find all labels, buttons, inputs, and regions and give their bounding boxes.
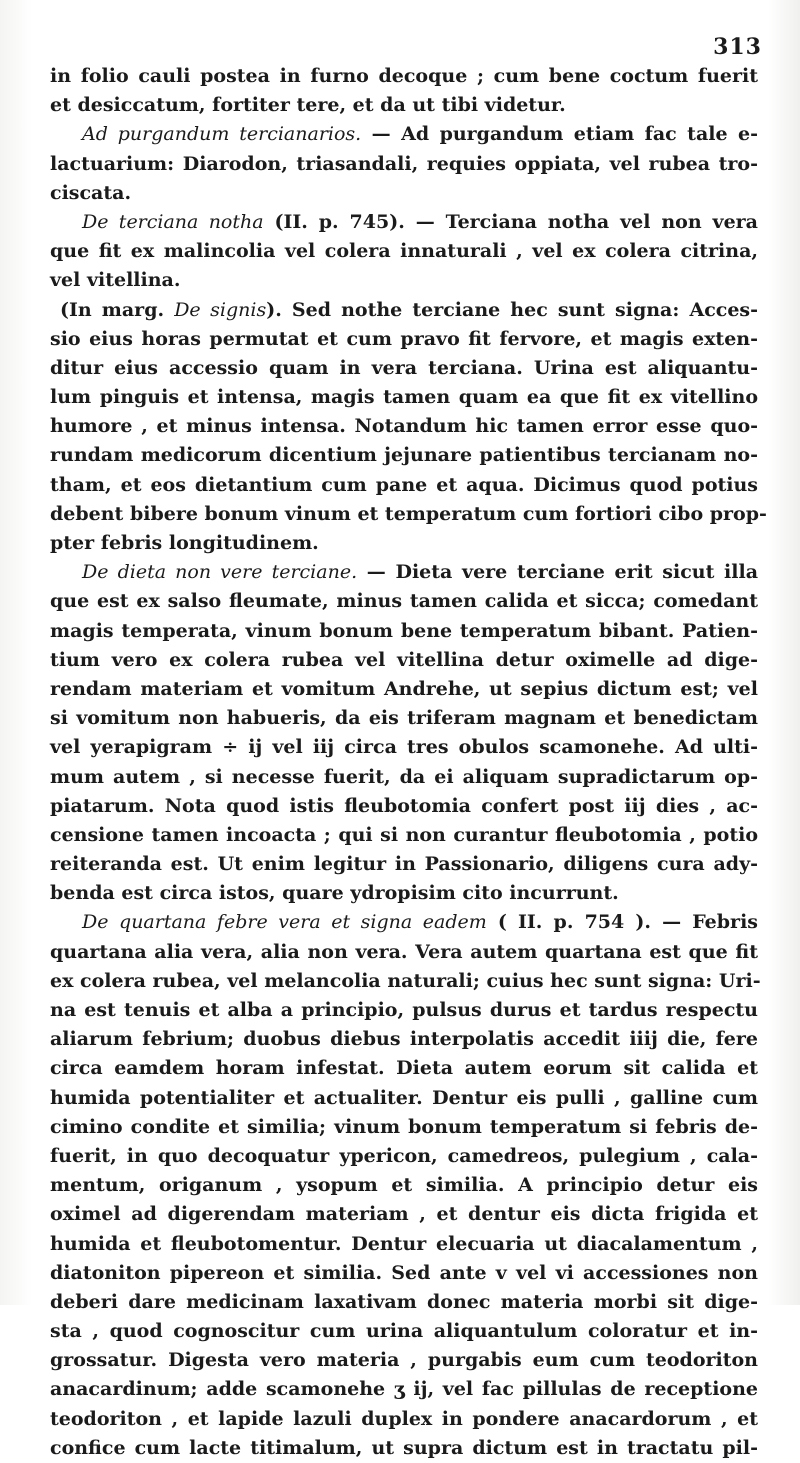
text-run: grossatur. Digesta vero materia , purgabis eum cum teodoriton — [50, 1349, 758, 1372]
text-line — [50, 383, 758, 412]
text-run: sta , quod cognoscitur cum urina aliquantulum coloratur et in- — [50, 1320, 758, 1343]
text-line — [50, 1375, 758, 1404]
text-line — [50, 1113, 758, 1142]
text-run: que fit ex malincolia vel colera innaturali , vel ex colera citrina, — [50, 240, 758, 263]
text-line — [50, 266, 758, 295]
text-run: — Ad purgandum etiam fac tale e- — [361, 123, 758, 146]
text-line — [50, 675, 758, 704]
text-run: (In marg. — [60, 298, 175, 321]
italic-heading: De terciana notha — [82, 210, 264, 233]
text-run: ( II. p. 754 ). — Febris — [486, 911, 758, 934]
text-run: rundam medicorum dicentium jejunare patientibus tercianam no- — [50, 444, 758, 467]
text-body — [50, 62, 767, 1463]
text-line — [50, 792, 758, 821]
text-run: mentum, origanum , ysopum et similia. A principio detur eis — [50, 1174, 758, 1197]
text-run: si vomitum non habueris, da eis triferam magnam et benedictam — [50, 707, 758, 730]
text-run: anacardinum; adde scamonehe ʒ ij, vel fac pillulas de receptione — [50, 1378, 758, 1401]
text-line — [50, 821, 758, 850]
text-run: lactuarium: Diarodon, triasandali, requies oppiata, vel rubea tro- — [50, 152, 758, 175]
text-line — [50, 558, 758, 587]
text-run: (II. p. 745). — Terciana notha vel non vera — [263, 210, 758, 233]
italic-heading: De quartana febre vera et signa eadem — [82, 911, 487, 934]
text-line — [50, 1230, 758, 1259]
text-line — [50, 908, 758, 937]
text-line — [50, 412, 758, 441]
text-run: piatarum. Nota quod istis fleubotomia confert post iij dies , ac- — [50, 794, 758, 817]
text-run: aliarum febrium; duobus diebus interpolatis accedit iiij die, fere — [50, 1028, 758, 1051]
text-line — [50, 733, 758, 762]
text-line — [50, 150, 758, 179]
text-line — [50, 1054, 758, 1083]
text-line — [50, 1171, 758, 1200]
text-line — [50, 1259, 758, 1288]
text-line — [50, 120, 758, 149]
text-run: vel vitellina. — [50, 269, 181, 292]
text-line — [50, 938, 758, 967]
text-run: humida potentialiter et actualiter. Dentur eis pulli , galline cum — [50, 1086, 758, 1109]
text-line — [50, 1317, 758, 1346]
italic-heading: Ad purgandum tercianarios. — [82, 123, 362, 146]
text-line — [50, 471, 758, 500]
text-line — [50, 646, 758, 675]
text-run: deberi dare medicinam laxativam donec materia morbi sit dige- — [50, 1290, 758, 1313]
text-run: pter febris longitudinem. — [50, 532, 319, 554]
text-run: circa eamdem horam infestat. Dieta autem eorum sit calida et — [50, 1057, 758, 1080]
text-run: et desiccatum, fortiter tere, et da ut tibi videtur. — [50, 94, 566, 117]
text-run: mum autem , si necesse fuerit, da ei aliquam supradictarum op- — [50, 765, 758, 788]
page-number: 313 — [713, 34, 762, 60]
text-line — [50, 1200, 758, 1229]
text-line — [50, 296, 758, 325]
text-run: quartana alia vera, alia non vera. Vera autem quartana est que fit — [50, 940, 758, 963]
text-run: debent bibere bonum vinum et temperatum cum fortiori cibo prop- — [50, 502, 767, 525]
text-run: ex colera rubea, vel melancolia naturali; cuius hec sunt signa: Uri- — [50, 969, 761, 992]
text-run: — Dieta vere terciane erit sicut illa — [357, 561, 759, 584]
italic-heading: De dieta non vere terciane. — [82, 561, 358, 584]
text-line — [50, 62, 758, 91]
text-line — [50, 179, 758, 208]
text-run: teodoriton , et lapide lazuli duplex in pondere anacardorum , et — [50, 1407, 758, 1430]
text-run: tham, et eos dietantium cum pane et aqua. Dicimus quod potius — [50, 473, 758, 496]
text-line — [50, 325, 758, 354]
text-run: vel yerapigram ÷ ij vel iij circa tres obulos scamonehe. Ad ulti- — [50, 736, 758, 759]
text-line — [50, 1025, 758, 1054]
text-run: benda est circa istos, quare ydropisim cito incurrunt. — [50, 882, 619, 905]
text-run: ). Sed nothe terciane hec sunt signa: Acces- — [266, 298, 758, 321]
text-line — [50, 1346, 758, 1375]
text-run: diatoniton pipereon et similia. Sed ante v vel vi accessiones non — [50, 1261, 758, 1284]
text-run: na est tenuis et alba a principio, pulsus durus et tardus respectu — [50, 999, 758, 1021]
text-line — [50, 500, 767, 529]
text-line — [50, 879, 758, 908]
text-run: cimino condite et similia; vinum bonum temperatum si febris de- — [50, 1115, 758, 1138]
text-run: humore , et minus intensa. Notandum hic tamen error esse quo- — [50, 415, 758, 438]
text-line — [50, 91, 758, 120]
text-run: fuerit, in quo decoquatur ypericon, camedreos, pulegium , cala- — [50, 1144, 758, 1167]
text-run: lum pinguis et intensa, magis tamen quam ea que fit ex vitellino — [50, 386, 758, 409]
text-line — [50, 704, 758, 733]
text-line — [50, 237, 758, 266]
text-line — [50, 208, 758, 237]
italic-heading: De signis — [174, 298, 267, 321]
text-run: oximel ad digerendam materiam , et dentur eis dicta frigida et — [50, 1203, 758, 1226]
text-run: sio eius horas permutat et cum pravo fit fervore, et magis exten- — [50, 327, 758, 350]
text-line — [50, 1405, 758, 1434]
text-line — [50, 996, 758, 1025]
text-line — [50, 763, 758, 792]
text-line — [50, 441, 758, 470]
text-line — [50, 967, 761, 996]
text-line — [50, 587, 758, 616]
text-run: magis temperata, vinum bonum bene temperatum bibant. Patien- — [50, 619, 758, 642]
text-run: in folio cauli postea in furno decoque ; cum bene coctum fuerit — [50, 65, 758, 87]
text-run: humida et fleubotomentur. Dentur elecuaria ut diacalamentum , — [50, 1232, 758, 1255]
text-run: rendam materiam et vomitum Andrehe, ut sepius dictum est; vel — [50, 677, 758, 700]
text-run: que est ex salso fleumate, minus tamen calida et sicca; comedant — [50, 590, 758, 613]
text-run: ciscata. — [50, 181, 132, 204]
text-line — [50, 1288, 758, 1317]
text-run: tium vero ex colera rubea vel vitellina detur oximelle ad dige- — [50, 648, 758, 671]
text-line — [50, 1142, 758, 1171]
text-run: ditur eius accessio quam in vera terciana. Urina est aliquantu- — [50, 356, 758, 379]
text-line — [50, 1434, 758, 1463]
text-run: reiteranda est. Ut enim legitur in Passionario, diligens cura ady- — [50, 853, 758, 876]
text-line — [50, 354, 758, 383]
text-line — [50, 617, 758, 646]
text-line — [50, 850, 758, 879]
text-run: confice cum lacte titimalum, ut supra dictum est in tractatu pil- — [50, 1436, 758, 1459]
text-run: censione tamen incoacta ; qui si non curantur fleubotomia , potio — [50, 823, 758, 846]
text-line — [50, 1084, 758, 1113]
text-line — [50, 529, 758, 558]
